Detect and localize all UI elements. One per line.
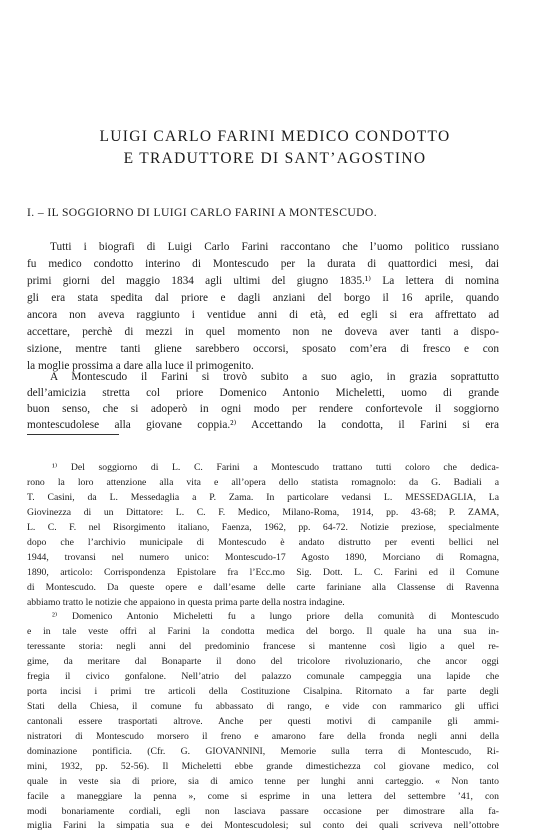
page-title-line-2: E TRADUTTORE DI SANT’AGOSTINO: [123, 150, 427, 167]
footnote-line: dopo che l’archivio municipale di Montescudo è andato distrutto per eventi bellici nel: [27, 537, 499, 548]
footnote-line: mini, 1932, pp. 52-56). Il Micheletti ebbe grande dimestichezza col giovane medico, col: [27, 761, 499, 772]
body-line: Tutti i biografi di Luigi Carlo Farini raccontano che l’uomo politico russiano: [50, 241, 499, 253]
footnote-line: facile a maneggiare la penna », come si esprime in una lettera del settembre ’41, con: [27, 791, 499, 802]
section-heading: I. – IL SOGGIORNO DI LUIGI CARLO FARINI A MONTESCUDO.: [27, 206, 378, 219]
footnote-line: T. Casini, da L. Messedaglia a P. Zama. In particolare vedansi L. MESSEDAGLIA, La: [27, 492, 499, 503]
footnote-line: ²⁾ Domenico Antonio Micheletti fu a lungo priore della comunità di Montescudo: [52, 611, 499, 622]
body-line: gli era stata spedita dal priore e dagli anziani del borgo il 16 aprile, quando: [27, 292, 499, 304]
body-line: buon senso, che si adoperò in ogni modo per rendere confortevole il soggiorno: [27, 403, 499, 415]
footnote-separator: [27, 434, 119, 435]
footnote-line: L. C. F. nel Risorgimento italiano, Faenza, 1962, pp. 64-72. Notizie preziose, specialmente: [27, 522, 499, 533]
footnote-line: porta incisi i primi tre articoli della Costituzione Cisalpina. Ritornato a far parte degli: [27, 686, 499, 697]
body-line: ancora non aveva raggiunto i ventidue anni di età, ed egli si era affrettato ad: [27, 309, 499, 321]
body-line: la moglie prossima a dare alla luce il primogenito.: [27, 360, 254, 372]
footnote-line: rono la loro attenzione alla vita e all’opera dello statista romagnolo: da G. Badiali a: [27, 477, 499, 488]
footnote-line: gime, da meritare dal Bonaparte il dono del tricolore rivoluzionario, che ancor oggi: [27, 656, 499, 667]
footnote-line: miglia Farini la simpatia sua e dei Montescudolesi; sul conto dei quali scriveva nell’ottobre: [27, 820, 499, 831]
footnote-line: dominazione pontificia. (Cfr. G. GIOVANNINI, Memorie sulla terra di Montescudo, Ri-: [27, 746, 499, 757]
footnote-line: fregia il civico gonfalone. Nell’atrio del palazzo comunale campeggia una lapide che: [27, 671, 499, 682]
body-line: dell’amicizia stretta col priore Domenico Antonio Micheletti, uomo di grande: [27, 387, 499, 399]
footnote-line: di Montescudo. Da queste opere e dall’esame delle carte fariniane alla Classense di Ravenna: [27, 582, 499, 593]
footnote-line: abbiamo tratto le notizie che appaiono in questa prima parte della nostra indagine.: [27, 597, 345, 608]
body-line: accettare, perchè di mezzi in quel momento non ne doveva aver tanti a dispo-: [27, 326, 499, 338]
footnote-line: Stati della Chiesa, il comune fu abbassato di rango, e vide con rammarico gli uffici: [27, 701, 499, 712]
body-line: primi giorni del maggio 1834 agli ultimi del giugno 1835.¹⁾ La lettera di nomina: [27, 275, 499, 287]
page-title-line-1: LUIGI CARLO FARINI MEDICO CONDOTTO: [99, 128, 451, 145]
footnote-line: quale in veste sia di priore, sia di amico tenne per lunghi anni carteggio. « Non tanto: [27, 776, 499, 787]
footnote-line: Giovinezza di un Dittatore: L. C. F. Medico, Milano-Roma, 1914, pp. 43-68; P. ZAMA,: [27, 507, 499, 518]
footnote-line: modi bonariamente cordiali, egli non lasciava passare occasione per dimostrare alla fa-: [27, 806, 499, 817]
footnote-line: 1944, trovansi nel numero unico: Montescudo-17 Agosto 1890, Morciano di Romagna,: [27, 552, 499, 563]
footnote-line: cantonali essere trasportati altrove. Anche per questi motivi di campanile gli ammi-: [27, 716, 499, 727]
footnote-line: 1890, articolo: Corrispondenza Epistolare fra l’Ecc.mo Sig. Dott. L. C. Farini ed il Comune: [27, 567, 499, 578]
body-line: A Montescudo il Farini si trovò subito a suo agio, in grazia soprattutto: [50, 371, 499, 383]
body-line: fu medico condotto interino di Montescudo per la durata di quattordici mesi, dai: [27, 258, 499, 270]
footnote-line: ¹⁾ Del soggiorno di L. C. Farini a Montescudo trattano tutti coloro che dedica-: [52, 462, 499, 473]
footnote-line: nistratori di Montescudo morsero il freno e amarono fare della fronda negli anni della: [27, 731, 499, 742]
body-line: montescudolese alla giovane coppia.²⁾ Accettando la condotta, il Farini si era: [27, 419, 499, 431]
body-line: sizione, mentre tanti gliene sarebbero occorsi, sposato com’era di fresco e con: [27, 343, 499, 355]
footnote-line: e in tale veste offrì al Farini la condotta medica del borgo. Il quale ha una sua in-: [27, 626, 499, 637]
footnote-line: teressante storia: negli anni del predominio francese si mantenne così ligio a quel re-: [27, 641, 499, 652]
